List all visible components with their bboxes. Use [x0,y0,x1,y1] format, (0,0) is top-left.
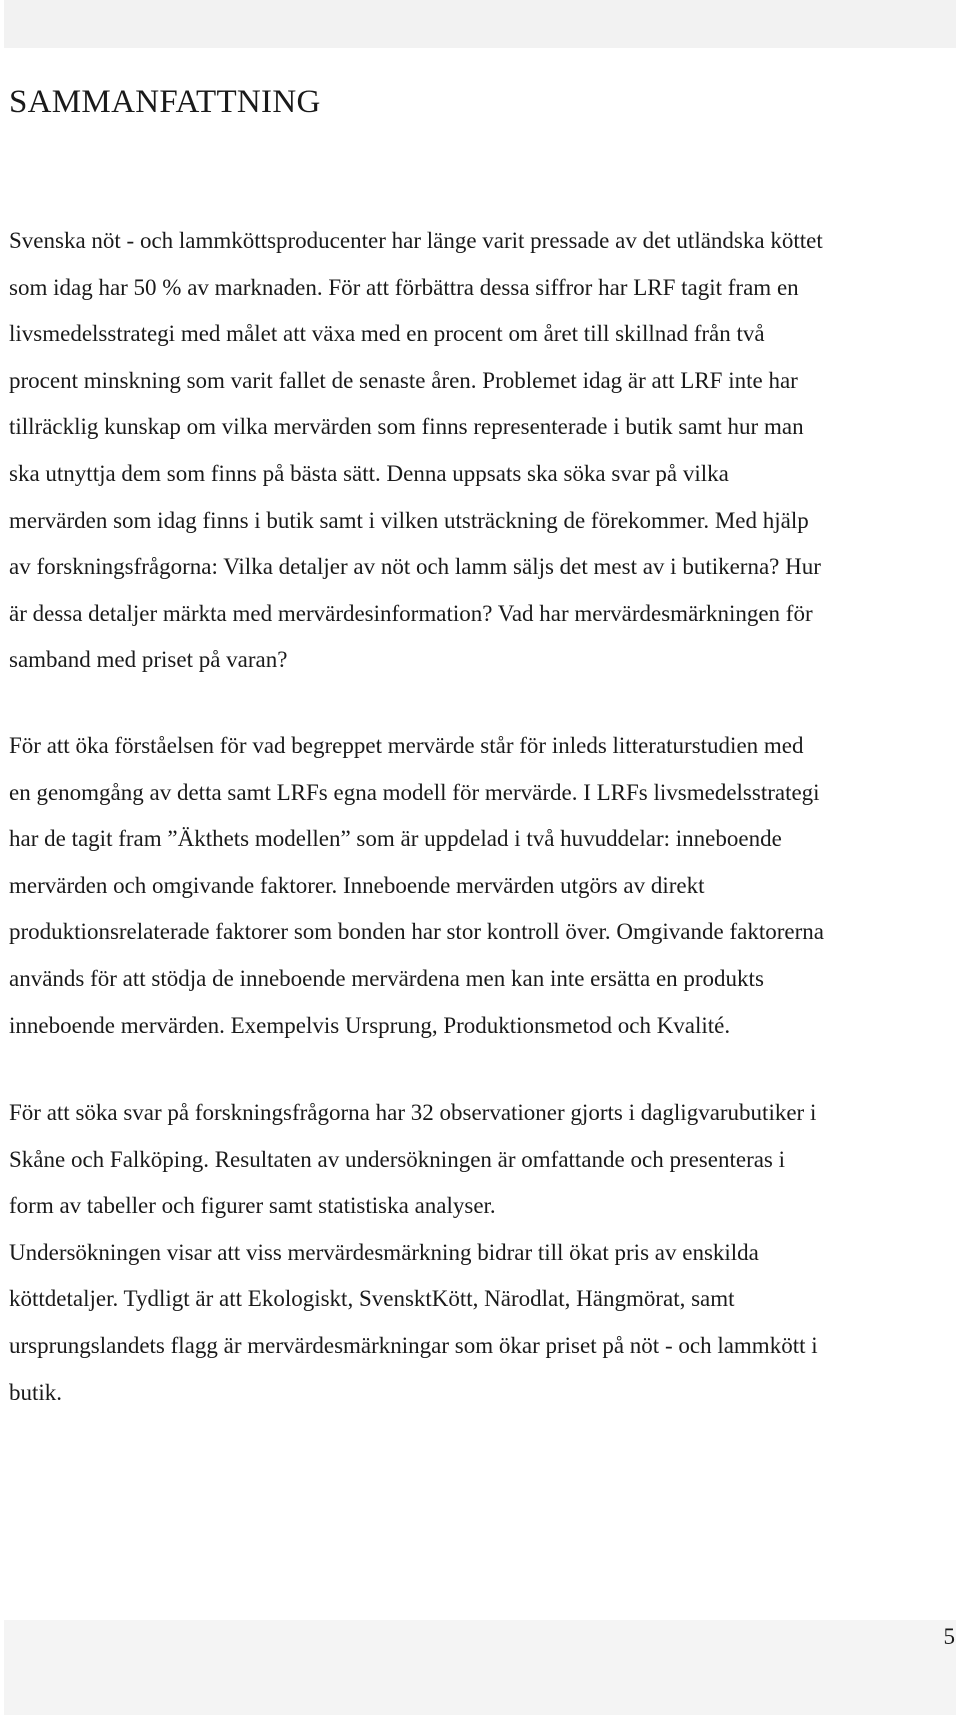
text-line: har de tagit fram ”Äkthets modellen” som är uppdelad i två huvuddelar: inneboende [9,826,782,852]
text-line: Skåne och Falköping. Resultaten av undersökningen är omfattande och presenteras i [9,1146,786,1172]
text-line: köttdetaljer. Tydligt är att Ekologiskt, SvensktKött, Närodlat, Hängmörat, samt [9,1286,735,1312]
page-title: SAMMANFATTNING [9,84,321,120]
text-line: För att söka svar på forskningsfrågorna har 32 observationer gjorts i dagligvarubutiker i [9,1100,817,1125]
text-line: mervärden som idag finns i butik samt i vilken utsträckning de förekommer. Med hjälp [9,507,809,533]
text-line: tillräcklig kunskap om vilka mervärden som finns representerade i butik samt hur man [9,414,804,440]
summary-paragraph-3 [9,1090,954,1416]
text-line: Svenska nöt - och lammköttsproducenter har länge varit pressade av det utländska köttet [9,228,823,253]
summary-paragraph-1 [9,218,954,684]
text-line: samband med priset på varan? [9,647,288,673]
text-line: mervärden och omgivande faktorer. Inneboende mervärden utgörs av direkt [9,872,705,898]
text-line: För att öka förståelsen för vad begreppet mervärde står för inleds litteraturstudien med [9,733,804,758]
text-line: används för att stödja de inneboende mervärdena men kan inte ersätta en produkts [9,965,764,991]
text-line: livsmedelsstrategi med målet att växa med en procent om året till skillnad från två [9,321,765,347]
text-line: Undersökningen visar att viss mervärdesmärkning bidrar till ökat pris av enskilda [9,1239,759,1265]
text-line: är dessa detaljer märkta med mervärdesinformation? Vad har mervärdesmärkningen för [9,600,813,626]
text-line: procent minskning som varit fallet de senaste åren. Problemet idag är att LRF inte har [9,367,798,393]
text-line: som idag har 50 % av marknaden. För att förbättra dessa siffror har LRF tagit fram en [9,274,799,300]
page-footer-band [4,1620,956,1715]
summary-paragraph-2 [9,723,954,1049]
text-line: av forskningsfrågorna: Vilka detaljer av nöt och lamm säljs det mest av i butikerna? Hur [9,554,821,580]
text-line: produktionsrelaterade faktorer som bonden har stor kontroll över. Omgivande faktorerna [9,919,824,945]
text-line: form av tabeller och figurer samt statistiska analyser. [9,1193,496,1219]
text-line: butik. [9,1379,63,1405]
text-line: ska utnyttja dem som finns på bästa sätt. Denna uppsats ska söka svar på vilka [9,460,729,486]
text-line: en genomgång av detta samt LRFs egna modell för mervärde. I LRFs livsmedelsstrategi [9,779,820,805]
page-number: 5 [943,1624,955,1649]
text-line: inneboende mervärden. Exempelvis Ursprung, Produktionsmetod och Kvalité. [9,1012,731,1038]
text-line: ursprungslandets flagg är mervärdesmärkningar som ökar priset på nöt - och lammkött i [9,1332,818,1358]
